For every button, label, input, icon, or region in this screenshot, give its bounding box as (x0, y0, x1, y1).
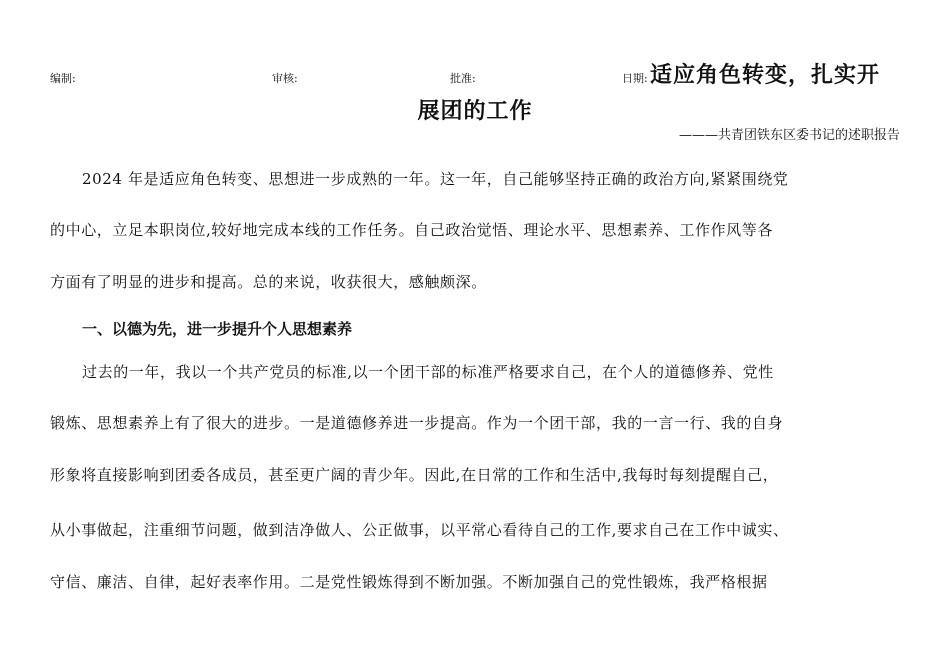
paragraph-line: 方面有了明显的进步和提高。总的来说，收获很大，感触颇深。 (50, 273, 487, 291)
document-title-line2: 展团的工作 (417, 99, 533, 124)
section-heading: 一、以德为先，进一步提升个人思想素养 (82, 320, 353, 338)
review-label: 审核: (272, 72, 298, 85)
paragraph-line: 守信、廉洁、自律，起好表率作用。二是党性锻炼得到不断加强。不断加强自己的党性锻炼，我严格根据 (50, 573, 768, 591)
paragraph-line: 的中心，立足本职岗位,较好地完成本线的工作任务。自己政治觉悟、理论水平、思想素养、工作作风等各 (50, 221, 773, 239)
editor-label: 编制: (50, 72, 76, 85)
paragraph-line: 过去的一年，我以一个共产党员的标准,以一个团干部的标准严格要求自己，在个人的道德修养、党性 (82, 363, 774, 381)
document-subtitle: ———共青团铁东区委书记的述职报告 (678, 128, 900, 143)
document-title-line1: 适应角色转变，扎实开 (650, 63, 881, 88)
paragraph-line: 从小事做起，注重细节问题，做到洁净做人、公正做事，以平常心看待自己的工作,要求自己在工作中诚实、 (50, 521, 789, 539)
paragraph-line: 2024 年是适应角色转变、思想进一步成熟的一年。这一年，自己能够坚持正确的政治方向,紧紧围绕党 (82, 170, 789, 188)
paragraph-line: 锻炼、思想素养上有了很大的进步。一是道德修养进一步提高。作为一个团干部，我的一言一行、我的自身 (50, 414, 784, 432)
paragraph-line: 形象将直接影响到团委各成员，甚至更广阔的青少年。因此,在日常的工作和生活中,我每时每刻提醒自己， (50, 466, 779, 484)
date-label: 日期: (622, 72, 648, 85)
approve-label: 批准: (450, 72, 476, 85)
